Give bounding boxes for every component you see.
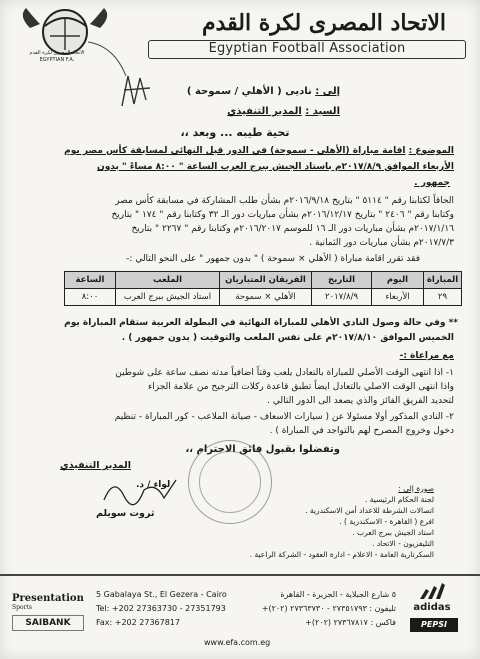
sponsor-presentation-name: Presentation bbox=[12, 593, 84, 604]
handwritten-signature bbox=[100, 470, 180, 510]
federation-title-english: Egyptian Football Association bbox=[148, 40, 466, 59]
to-value: ناديى ( الأهلي / سموحة ) bbox=[186, 86, 312, 97]
copy-item: اتصالات الشرطة للاعداد أمن الاسكندرية . bbox=[305, 506, 434, 515]
tel-arabic: تليفون : ٢٧٣٥١٧٩٣ - ٢٧٣٦٣٧٣٠ (٢٠٢)+ bbox=[261, 604, 396, 613]
signatory-rank: لواء / د. bbox=[136, 480, 171, 490]
consideration-2-line-1: ٢- النادي المذكور أولا مسئولا عن ( سيارات الاسعاف - صيانة الملاعب - كور المباراة - تنظيم bbox=[114, 412, 454, 422]
attention-line bbox=[227, 106, 340, 117]
consideration-1-line-2: واذا انتهى الوقت الاصلي بالتعادل ايضاً تطبق قاعدة ركلات الترجيح من علامة الجزاء bbox=[148, 382, 454, 392]
signatory-name: ثروت سويلم bbox=[96, 508, 155, 519]
note-line-2: الخميس الموافق ٢٠١٧/٨/١٠م على نفس الملعب والتوقيت ( بدون جمهور ) . bbox=[121, 333, 454, 343]
adidas-wordmark: adidas bbox=[413, 602, 451, 613]
subject-line-2: الأربعاء الموافق ٢٠١٧/٨/٩م باستاد الجيش ببرج العرب الساعة " ٨:٠٠ مساءً " بدون bbox=[97, 162, 454, 172]
website-link[interactable]: www.efa.com.eg bbox=[204, 638, 271, 647]
subject-line-1 bbox=[64, 146, 454, 156]
subject-line-3: جمهور . bbox=[414, 178, 450, 188]
subject-label: الموضوع : bbox=[408, 146, 454, 156]
cell-time: ٨:٠٠ bbox=[65, 289, 116, 306]
cell-match-no: ٢٩ bbox=[424, 289, 462, 306]
tel-english: Tel: +202 27363730 - 27351793 bbox=[96, 604, 226, 613]
consideration-1-line-3: لتحديد الفريق الفائز والذي يصعد الى الدور التالي . bbox=[267, 396, 454, 406]
copies-title: صورة إلى : bbox=[398, 484, 434, 493]
table-row bbox=[65, 289, 462, 306]
col-header-teams: الفريقان المتباريان bbox=[220, 272, 312, 289]
fax-english: Fax: +202 27367817 bbox=[96, 618, 180, 627]
efa-logo bbox=[10, 6, 128, 84]
cell-stadium: استاد الجيش ببرج العرب bbox=[116, 289, 220, 306]
federation-title-arabic: الاتحاد المصرى لكرة القدم bbox=[201, 10, 446, 36]
table-header-row bbox=[65, 272, 462, 289]
cell-teams: الأهلي × سموحة bbox=[220, 289, 312, 306]
match-schedule-table bbox=[64, 271, 462, 306]
copy-item: افرع ( القاهرة - الاسكندرية ) . bbox=[339, 517, 434, 526]
body-line-4: ٢٠١٧/٧/٣م بشأن مباريات دور الثمانية . bbox=[309, 238, 454, 248]
address-english: 5 Gabalaya St., El Gezera - Cairo bbox=[96, 590, 227, 599]
address-arabic: ٥ شارع الجبلاية - الجزيرة - القاهرة bbox=[280, 590, 396, 599]
col-header-date: التاريخ bbox=[312, 272, 372, 289]
subject-text-1: اقامة مباراة (الأهلي - سموحة) في الدور قبل النهائي لمسابقة كأس مصر يوم bbox=[64, 146, 406, 156]
fax-arabic: فاكس : ٢٧٣٦٧٨١٧ (٢٠٢)+ bbox=[305, 618, 396, 627]
body-line-3: ٢٠١٧/١/١٦م بشأن مباريات دور الـ ١٦ للموسم ٢٠١٦/٢٠١٧م وكتابنا رقم " ٢٢٦٧ " بتاريخ bbox=[131, 224, 454, 234]
logo-caption-en: EGYPTIAN F.A. bbox=[39, 57, 75, 63]
to-label: إلى : bbox=[315, 86, 340, 97]
cell-day: الأربعاء bbox=[372, 289, 424, 306]
attn-label: السيد : bbox=[305, 106, 340, 117]
considerations-title: مع مراعاة :- bbox=[399, 351, 454, 361]
col-header-match: المباراة bbox=[424, 272, 462, 289]
copy-item: السكرتارية العامة - الاعلام - ادارة العقود - الشركة الراعية . bbox=[249, 550, 434, 559]
cell-date: ٢٠١٧/٨/٩ bbox=[312, 289, 372, 306]
copy-item: التليفزيون - الاتحاد . bbox=[372, 539, 434, 548]
attn-value: المدير التنفيذي bbox=[227, 106, 302, 117]
body-line-1: الحاقاً لكتابنا رقم " ٥١١٤ " بتاريخ ٢٠١٦/٩/١٨م بشأن طلب المشاركة في مسابقة كأس مصر bbox=[115, 196, 454, 206]
copies-list bbox=[250, 483, 434, 560]
closing-line: وتفضلوا بقبول فائق الاحترام ،، bbox=[185, 444, 340, 455]
sponsor-adidas bbox=[404, 583, 460, 613]
copy-item: استاد الجيش ببرج العرب . bbox=[352, 528, 434, 537]
body-line-2: وكتابنا رقم " ٢٤٠٦ " بتاريخ ٢٠١٦/١٢/١٧م بشأن مباريات دور الـ ٣٢ وكتابنا رقم " ١٧٤ " بتاريخ bbox=[111, 210, 454, 220]
sponsor-pepsi: PEPSI bbox=[410, 618, 458, 632]
logo-caption-ar: الاتحاد المصرى لكرة القدم bbox=[29, 50, 85, 56]
consideration-1-line-1: ١- اذا انتهى الوقت الأصلي للمباراة بالتعادل يلعب وقتاً اضافياً مدته نصف ساعة على شوطين bbox=[115, 368, 454, 378]
recipient-line bbox=[187, 86, 340, 97]
sponsor-saibank: SAIBANK bbox=[12, 615, 84, 631]
logo-caption bbox=[22, 50, 92, 64]
col-header-stadium: الملعب bbox=[116, 272, 220, 289]
consideration-2-line-2: دخول وخروج المصرح لهم بالتواجد في المباراة ) . bbox=[269, 426, 454, 436]
body-line-5: فقد تقرر اقامة مباراة ( الأهلي × سموحة ) " بدون جمهور " على النحو التالي :- bbox=[126, 254, 420, 264]
sponsor-presentation bbox=[12, 593, 84, 611]
col-header-time: الساعة bbox=[65, 272, 116, 289]
greeting: تحية طيبه ... وبعد ،، bbox=[180, 126, 290, 139]
footer-divider bbox=[0, 574, 480, 576]
signatory-title: المدير التنفيذي bbox=[60, 460, 131, 471]
handwritten-initials bbox=[118, 70, 154, 110]
sponsor-presentation-sub: Sports bbox=[12, 604, 32, 611]
note-line-1: ** وفي حالة وصول النادي الأهلي للمباراة النهائية في البطولة العربية ستقام المباراة يوم bbox=[64, 318, 458, 328]
col-header-day: اليوم bbox=[372, 272, 424, 289]
adidas-stripes-icon bbox=[417, 583, 447, 599]
copy-item: لجنة الحكام الرئيسية . bbox=[364, 495, 434, 504]
